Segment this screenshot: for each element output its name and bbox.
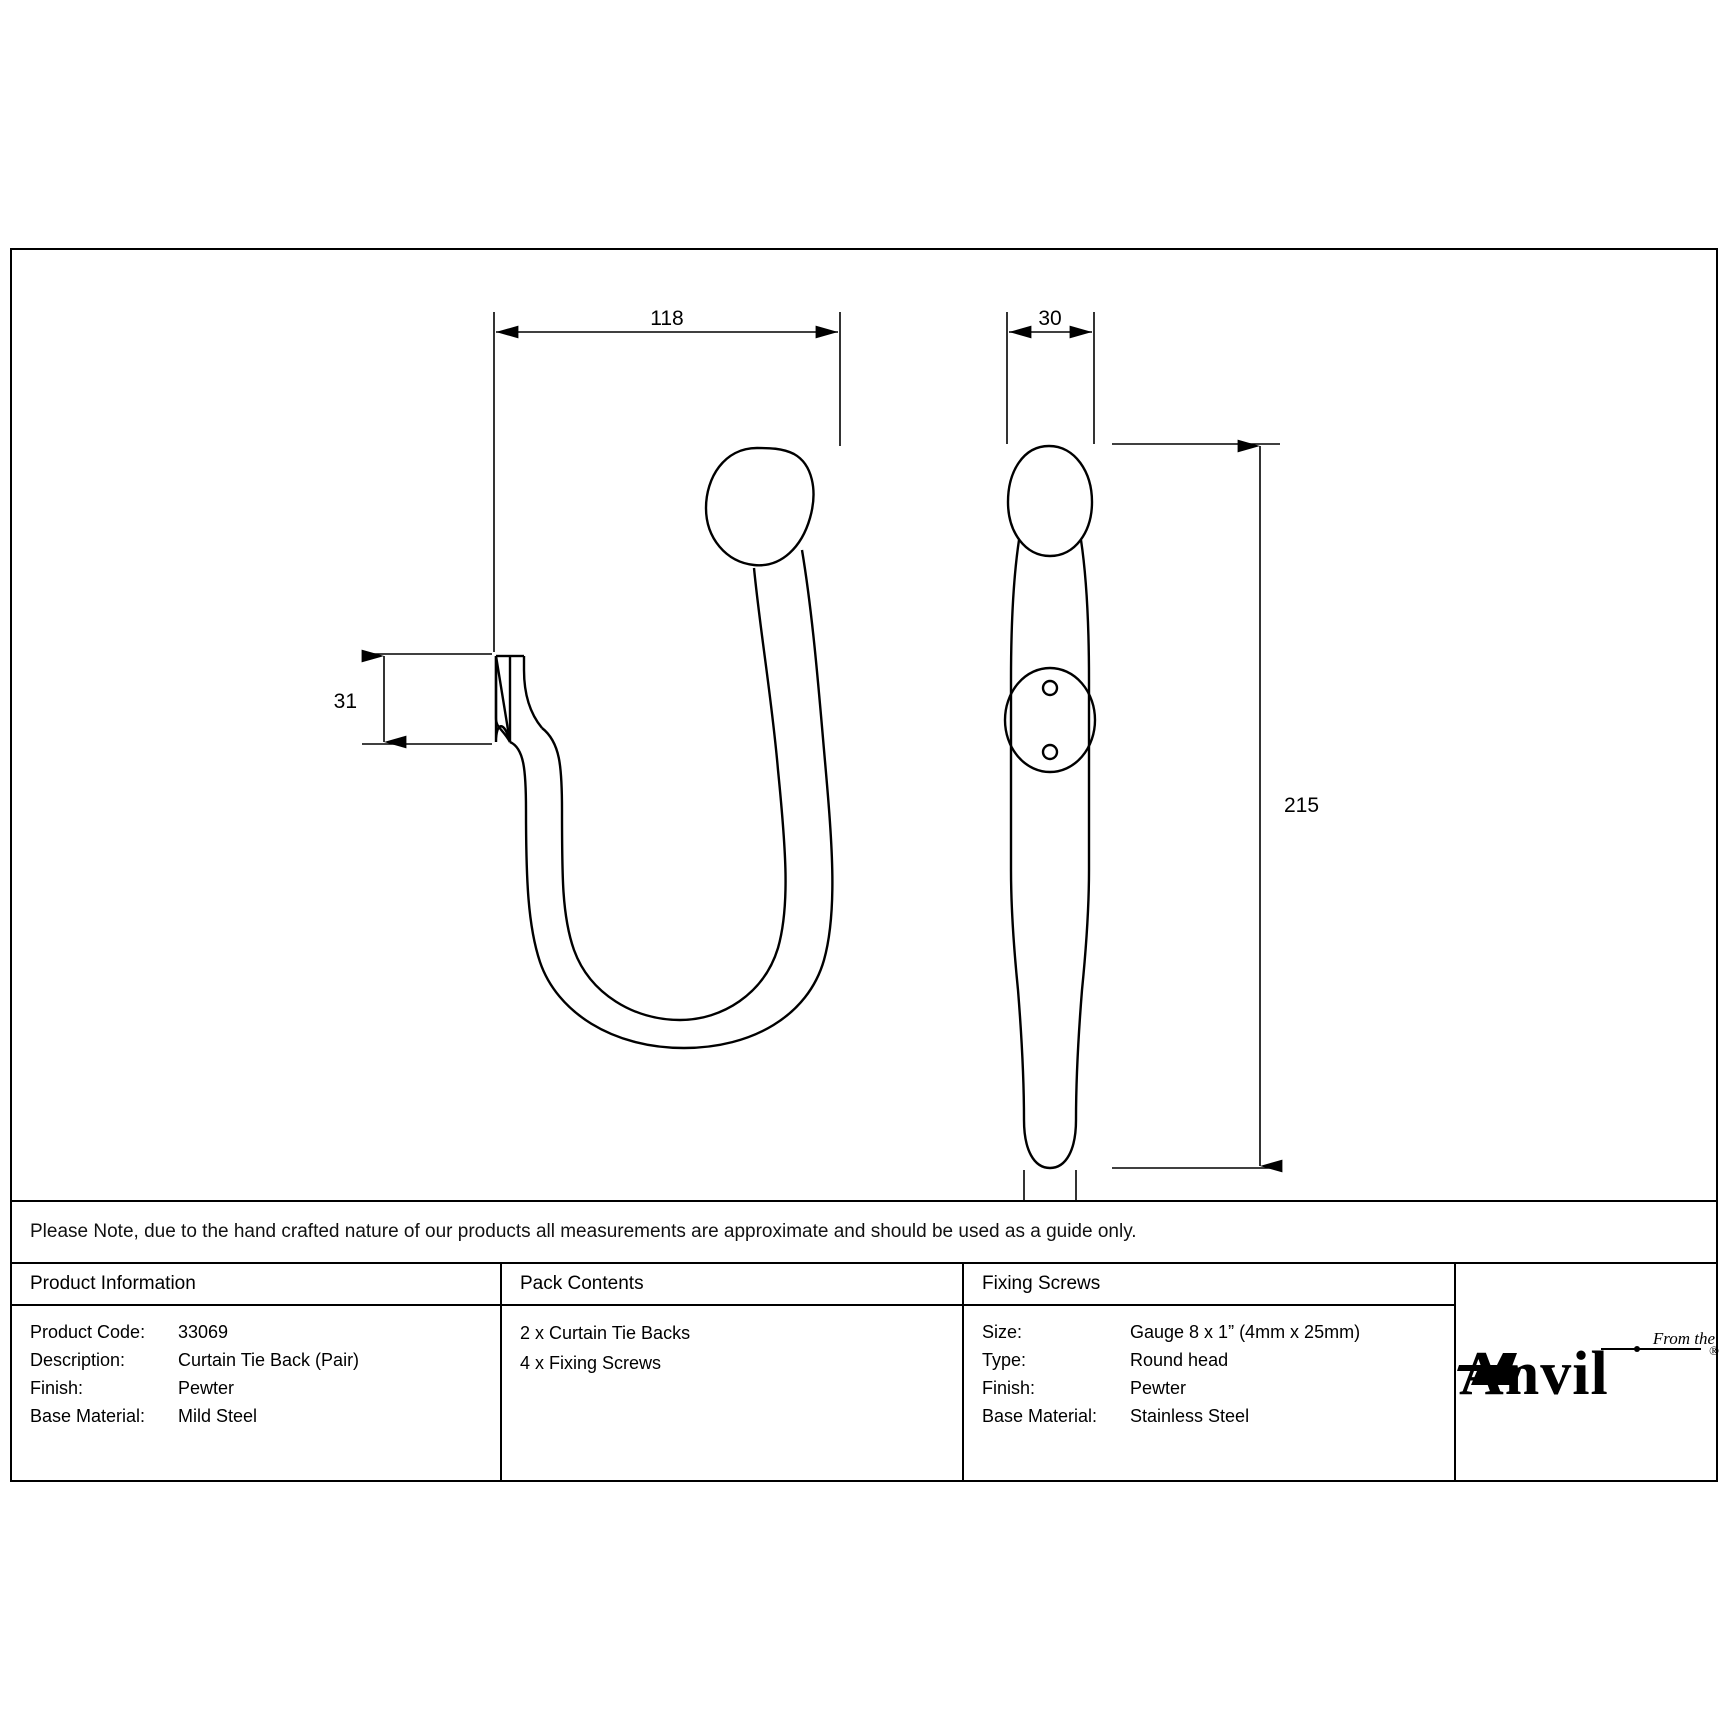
fixing-screws-heading: Fixing Screws	[964, 1264, 1454, 1306]
pack-contents-column	[502, 1264, 964, 1482]
screw-finish-value: Pewter	[1130, 1378, 1187, 1398]
list-item: 4 x Fixing Screws	[520, 1353, 662, 1373]
screw-type-label: Type:	[982, 1350, 1027, 1370]
logo-from-the-text: From the	[1652, 1329, 1715, 1348]
table-row	[30, 1346, 500, 1374]
hook-front-view	[496, 448, 832, 1048]
table-row	[982, 1402, 1454, 1430]
from-the-anvil-logo	[1451, 1313, 1721, 1433]
logo-anvil-text: Anvil	[1459, 1340, 1609, 1408]
screw-base-material-value: Stainless Steel	[1130, 1406, 1250, 1426]
dim-label-118: 118	[650, 307, 684, 330]
drawing-area	[12, 250, 1716, 1200]
product-information-body	[12, 1306, 500, 1430]
logo-registered-mark: ®	[1709, 1343, 1719, 1358]
base-material-label: Base Material:	[30, 1406, 146, 1426]
dim-118	[494, 312, 840, 652]
dim-30	[1007, 312, 1094, 444]
information-table	[12, 1262, 1719, 1482]
screw-size-value: Gauge 8 x 1” (4mm x 25mm)	[1130, 1322, 1361, 1342]
table-row	[30, 1374, 500, 1402]
base-material-value: Mild Steel	[178, 1406, 258, 1426]
product-code-value: 33069	[178, 1322, 229, 1342]
dim-label-31: 31	[333, 690, 357, 713]
disclaimer-row	[12, 1200, 1716, 1262]
list-item: 2 x Curtain Tie Backs	[520, 1323, 691, 1343]
pack-contents-body	[502, 1306, 962, 1378]
hook-side-view	[1005, 446, 1095, 1168]
screw-base-material-label: Base Material:	[982, 1406, 1098, 1426]
table-row	[30, 1318, 500, 1346]
table-row	[982, 1346, 1454, 1374]
pack-contents-heading: Pack Contents	[502, 1264, 962, 1306]
description-value: Curtain Tie Back (Pair)	[178, 1350, 360, 1370]
table-row	[982, 1374, 1454, 1402]
finish-label: Finish:	[30, 1378, 84, 1398]
drawing-sheet	[10, 248, 1718, 1482]
technical-drawing-svg	[12, 250, 1716, 1200]
screw-size-label: Size:	[982, 1322, 1023, 1342]
dim-label-30: 30	[1038, 307, 1062, 330]
screw-finish-label: Finish:	[982, 1378, 1036, 1398]
dim-label-215: 215	[1284, 794, 1320, 817]
logo-wrap	[1456, 1264, 1719, 1482]
product-information-heading: Product Information	[12, 1264, 500, 1306]
finish-value: Pewter	[178, 1378, 235, 1398]
table-row	[30, 1402, 500, 1430]
fixing-screws-column	[964, 1264, 1456, 1482]
description-label: Description:	[30, 1350, 126, 1370]
dim-24	[980, 1170, 1120, 1200]
dim-215	[1112, 444, 1280, 1168]
brand-logo-column	[1456, 1264, 1719, 1482]
dim-31	[362, 654, 492, 744]
screw-type-value: Round head	[1130, 1350, 1229, 1370]
product-code-label: Product Code:	[30, 1322, 146, 1342]
table-row	[982, 1318, 1454, 1346]
disclaimer-text: Please Note, due to the hand crafted nature of our products all measurements are approximate and should be used as a guide only.	[30, 1221, 1137, 1242]
product-information-column	[12, 1264, 502, 1482]
fixing-screws-body	[964, 1306, 1454, 1430]
